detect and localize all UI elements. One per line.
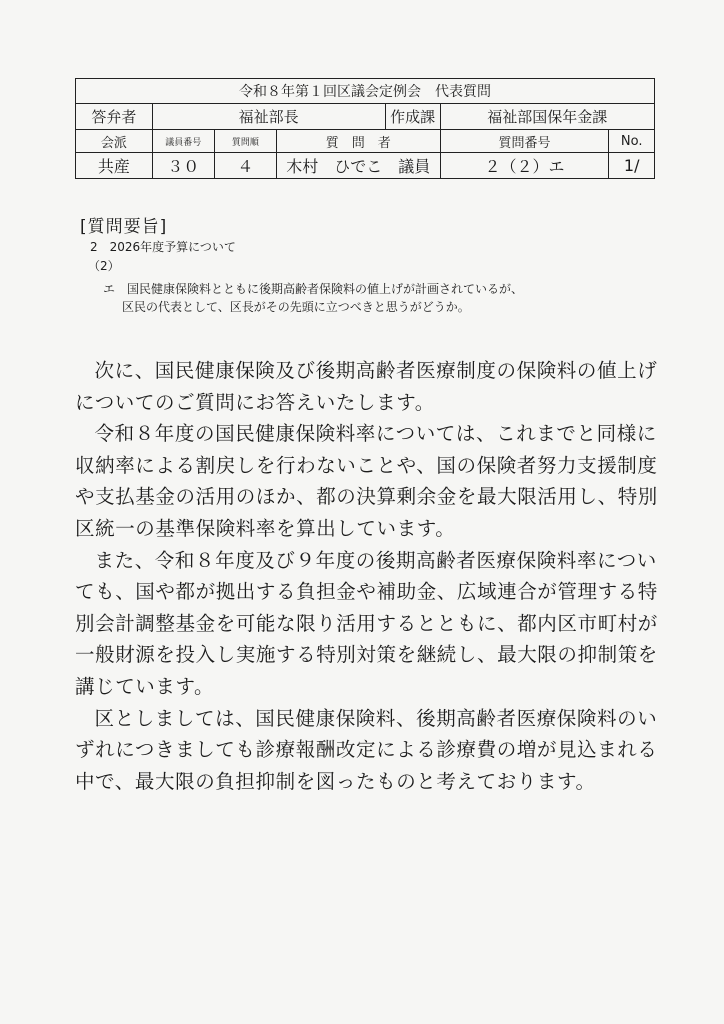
answer-paragraph-2: 令和８年度の国民健康保険料率については、これまでと同様に収納率による割戻しを行わないことや、国の保険者努力支援制度や支払基金の活用のほか、都の決算剰余金を最大限活用し、特別区統一の基準保険料率を算出しています。 [75,422,658,540]
val-order: ４ [214,153,276,179]
col-no: No. [609,130,655,153]
answer-paragraph-4: 区としましては、国民健康保険料、後期高齢者医療保険料のいずれにつきましても診療報酬改定による診療費の増が見込まれる中で、最大限の負担抑制を図ったものと考えております。 [75,706,658,793]
col-member-no: 議員番号 [152,130,214,153]
session-title: 令和８年第１回区議会定例会 代表質問 [76,79,655,104]
dept-value: 福祉部国保年金課 [440,104,654,130]
question-detail-line-1: エ 国民健康保険料とともに後期高齢者保険料の値上げが計画されているが、 [103,282,524,296]
col-faction: 会派 [76,130,153,153]
answerer-label: 答弁者 [76,104,153,130]
dept-label: 作成課 [385,104,440,130]
answer-paragraph-1: 次に、国民健康保険及び後期高齢者医療制度の保険料の値上げについてのご質問にお答えいたします。 [75,359,658,414]
val-member-no: ３０ [152,153,214,179]
question-detail [103,280,673,316]
val-questioner: 木村 ひでこ 議員 [276,153,440,179]
question-sub-item: （2） [88,259,120,273]
val-no: 1/ [609,153,655,179]
col-question-no: 質問番号 [440,130,609,153]
val-faction: 共産 [76,153,153,179]
answerer-value: 福祉部長 [152,104,385,130]
col-questioner: 質 問 者 [276,130,440,153]
question-summary-heading: [質問要旨] [80,217,168,237]
header-table [75,78,655,179]
col-order: 質問順 [214,130,276,153]
question-item-line: 2 2026年度予算について [90,240,236,254]
question-detail-line-2: 区民の代表として、区長がその先頭に立つべきと思うがどうか。 [122,300,470,314]
answer-paragraph-3: また、令和８年度及び９年度の後期高齢者医療保険料率についても、国や都が拠出する負担金や補助金、広域連合が管理する特別会計調整基金を可能な限り活用するとともに、都内区市町村が一般財源を投入し実施する特別対策を継続し、最大限の抑制策を講じています。 [75,548,658,698]
answer-body [75,355,675,797]
val-question-no: ２（２）エ [440,153,609,179]
